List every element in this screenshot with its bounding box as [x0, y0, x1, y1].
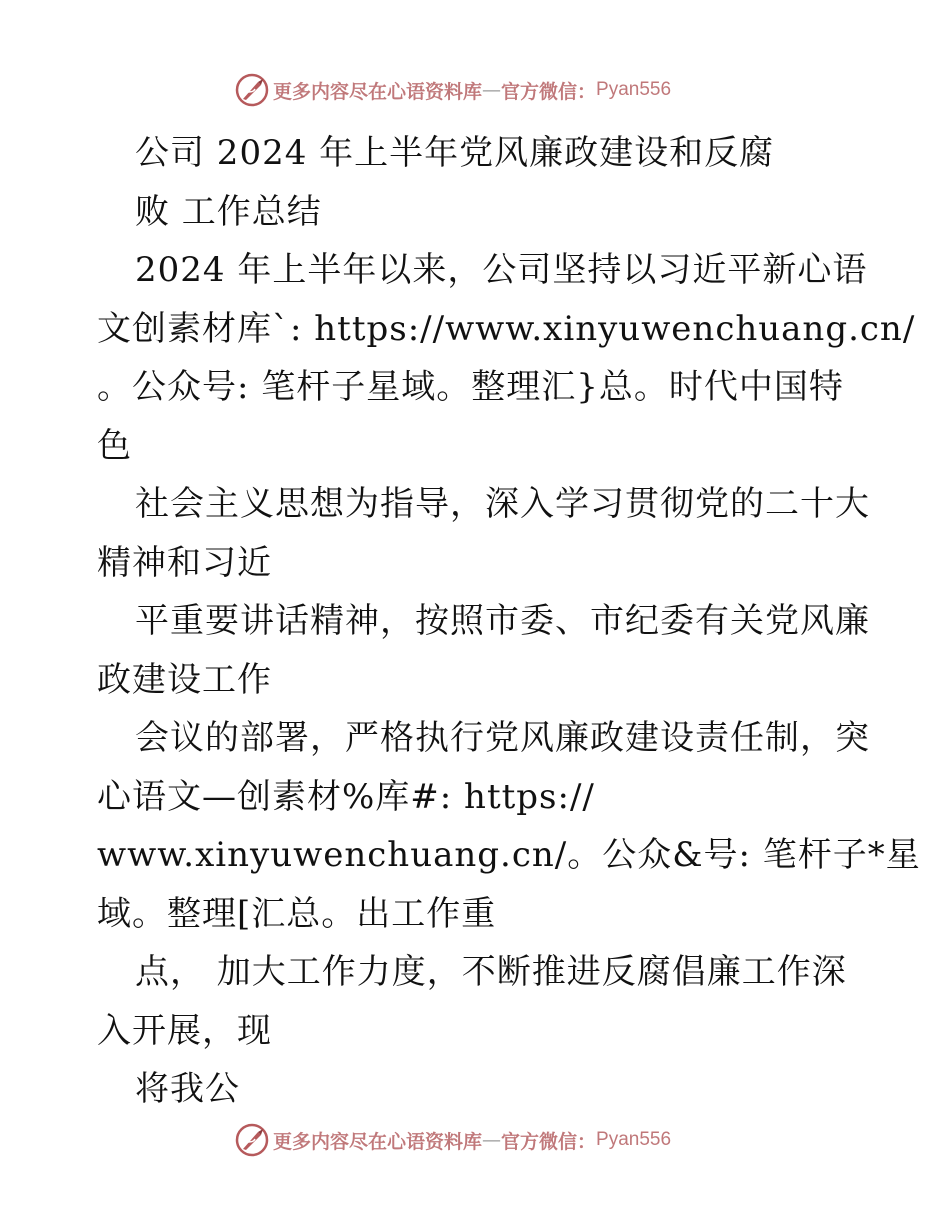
paragraph-line: 域。整理[汇总。出工作重 [97, 893, 497, 934]
paragraph-line: www.xinyuwenchuang.cn/。公众&号: 笔杆子*星 [97, 835, 921, 875]
footer-site-text: 更多内容尽在心语资料库 [273, 1130, 483, 1153]
paragraph-line: 精神和习近 [97, 542, 272, 583]
footer-wechat-label: 官方微信： [501, 1130, 597, 1153]
paragraph-line: 社会主义思想为指导，深入学习贯彻党的二十大 [135, 484, 870, 524]
paragraph-line: 点， 加大工作力度，不断推进反腐倡廉工作深 [135, 952, 847, 992]
paragraph-line: 色 [97, 425, 132, 466]
header-dash: — [482, 79, 502, 101]
document-title-line: 败 工作总结 [135, 191, 322, 232]
document-body [97, 124, 921, 1119]
paragraph-line: 政建设工作 [97, 659, 272, 700]
paragraph-line: 心语文—创素材%库#: https:// [97, 776, 595, 817]
paragraph-line: 2024 年上半年以来，公司坚持以习近平新心语 [135, 250, 868, 290]
quill-logo-icon [235, 73, 269, 107]
footer-wechat-id: Pyan556 [596, 1129, 672, 1150]
document-title-line: 公司 2024 年上半年党风廉政建设和反腐 [135, 133, 775, 173]
quill-logo-icon [235, 1123, 269, 1157]
footer-banner [235, 1122, 671, 1158]
header-wechat-label: 官方微信： [501, 80, 597, 103]
paragraph-line: 会议的部署，严格执行党风廉政建设责任制，突 [135, 718, 870, 758]
paragraph-line: 。公众号: 笔杆子星域。整理汇}总。时代中国特 [97, 367, 844, 407]
paragraph-line: 平重要讲话精神，按照市委、市纪委有关党风廉 [135, 601, 870, 641]
header-site-text: 更多内容尽在心语资料库 [273, 80, 483, 103]
header-wechat-id: Pyan556 [596, 79, 672, 100]
footer-dash: — [482, 1129, 502, 1151]
paragraph-line: 文创素材库`: https://www.xinyuwenchuang.cn/ [97, 308, 916, 349]
paragraph-line: 将我公 [135, 1069, 240, 1109]
paragraph-line: 入开展，现 [97, 1010, 272, 1051]
header-banner [235, 72, 671, 108]
